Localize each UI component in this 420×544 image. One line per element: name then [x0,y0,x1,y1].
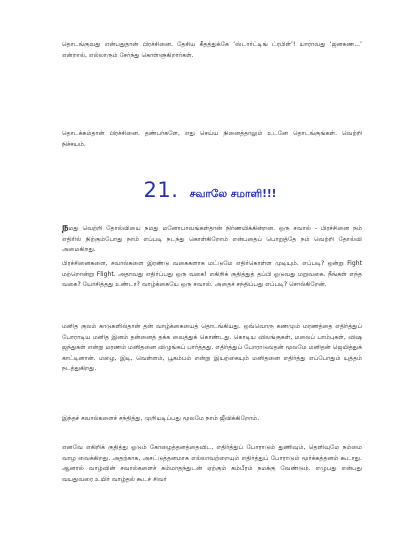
chapter-title: சவாலே சமாளி!!! [189,188,277,200]
body-paragraph-4: இந்தச் சவால்களைச் சந்தித்து, முறியடிப்பது மூலமே நாம் ஜீவிக்கிறோம். [62,415,260,422]
body-paragraph-2: பிரச்சினைகளை, சவால்களை இரண்டு வகைகளாக மட்டுமே எதிர்கொள்ள முடியும். எப்படி? ஒன்று Fight மற்றொன்று Flight. அதாவது எதிர்ப்பது ஒரு வகை! எகிறிக் குதித்துத் தப்பி ஓடுவது மறுவகை. நீங்கள் எந்த வகை? யோசித்தது உண்டா? வாழ்க்கையே ஒரு சவால். அதைச் சந்திப்பது எப்படி? சொல்கிறேன். [62,260,362,289]
chapter-number: 21. [143,178,179,202]
body-paragraph-1 [62,223,362,256]
body-paragraph-5: எனவே எகிறிக் குதித்து ஓடும் கோழைத்தனத்தைவிட, எதிர்த்துப் போராடும் துணிவும், தெளிவுமே நம்மை வாழ வைக்கிறது. அதற்காக, அசட்டுத்தனமாக எல்லாவற்றையும் எதிர்த்துப் போராடும் மூர்க்கத்தனம் கூடாது. ஆனால் வாழ்வின் சவால்களைச் சும்மாதந்துடன் ஏற்கும் கம்பீரம் நமக்கு வேண்டும். எழுபது என்பது வயதுவரை உயிர் வாழ்தல் கூடச் சிவர் [62,444,362,483]
drop-cap: ந [62,222,69,233]
intro-paragraph-1: தொடங்குவது என்பதுதான் பிரச்சினை. தேசிய கீதத்துக்கே ‘ஸ்டார்ட்டிங் ட்ரபிள்’! யாராவது ‘ஜனகண...’ என்றால், எல்லாரும் சேர்ந்து கொள்ளுகிறார்கள். [62,41,362,59]
body-paragraph-3: மனித குலம் காடுகளில்தான் தன் வாழ்க்கையைத் தொடங்கியது. ஒவ்வொரு கணமும் மரணத்தை எதிர்த்துப் போராடிய மனித இனம் தன்னைத் தக்க வைத்துக் கொண்டது. கொடிய விலங்குகள், மலைப் பாம்புகள், விஷ ஜந்துகள் என்று மரணம் மனிதனை விழுங்கப் பார்த்தது. எதிர்த்துப் போராடுவதன் மூலமே மனிதன் ஜெயித்துக் காட்டினான். மழை, இடி, வெள்ளம், பூகம்பம் என்று இயற்கையும் மனிதனை எதிர்த்து எப்போதும் யுத்தம் நடத்துகிறது. [62,323,362,373]
body-paragraph-1-text: மது வெற்றி தோல்வியை நமது மனோபாவங்கள்தான் நிர்ணயிக்கின்றன. ஒரு சவால் - பிரச்சினை நம் எதிரில் நிற்கும்போது நாம் எப்படி நடந்து கொள்கிறோம் என்பதைப் பொறுத்தே நம் வெற்றி தோல்வி அமைகிறது. [62,225,362,254]
intro-paragraph-2: தொடக்கம்தான் பிரச்சினை. தண்பர்களே, எது செய்ய நினைத்தாலும் உடனே தொடங்குங்கள். வெற்றி நிச்சயம். [62,130,362,148]
chapter-heading [0,174,420,206]
